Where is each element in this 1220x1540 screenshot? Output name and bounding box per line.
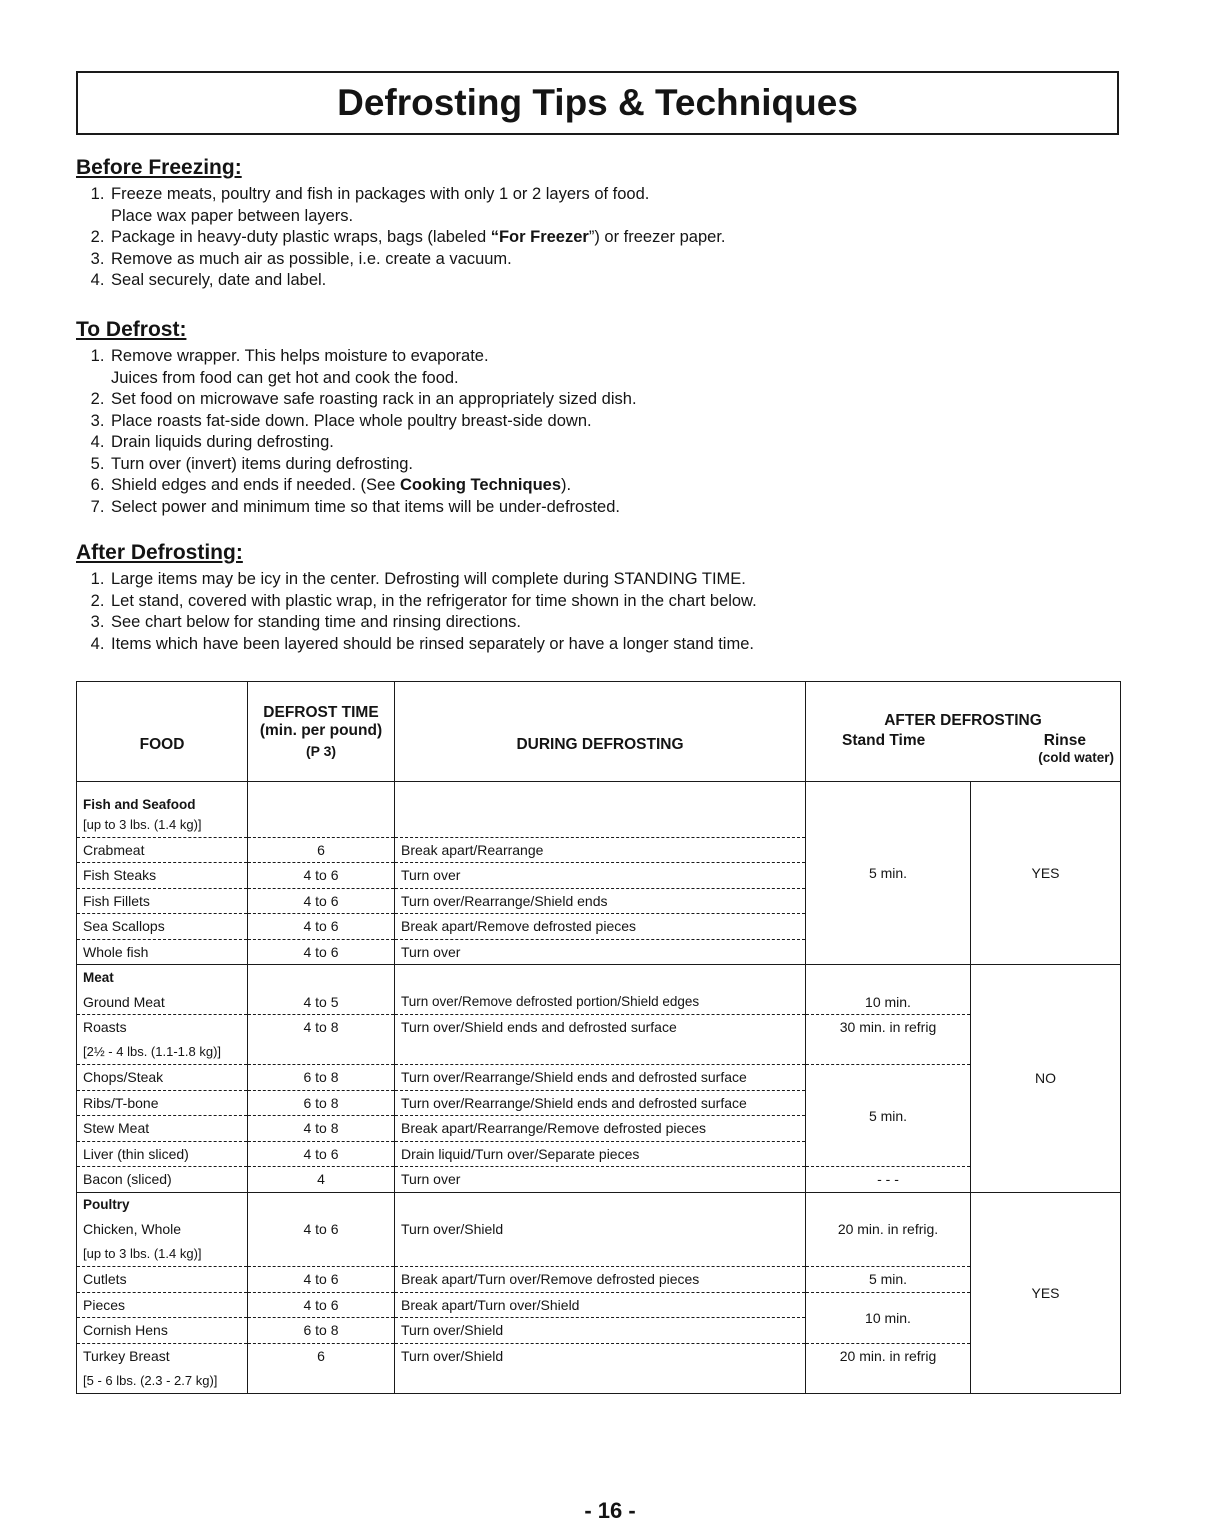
- list-item: 1. Large items may be icy in the center. Defrosting will complete during STANDING TIME.: [109, 569, 1126, 591]
- table-row: Fish and Seafood 5 min. YES: [77, 782, 1121, 813]
- col-header-during: DURING DEFROSTING: [395, 682, 806, 782]
- table-row: Sea Scallops 4 to 6 Break apart/Remove defrosted pieces: [77, 914, 1121, 940]
- list-item: 7. Select power and minimum time so that items will be under-defrosted.: [109, 497, 1126, 519]
- list-item: 4. Items which have been layered should be rinsed separately or have a longer stand time.: [109, 634, 1126, 656]
- col-header-rinse-note: (cold water): [1038, 750, 1115, 765]
- list-item: 3. See chart below for standing time and rinsing directions.: [109, 612, 1126, 634]
- table-header-row: [77, 682, 1121, 782]
- list-item: 2. Package in heavy-duty plastic wraps, bags (labeled “For Freezer”) or freezer paper.: [109, 227, 1126, 249]
- list-item: 3. Remove as much air as possible, i.e. create a vacuum.: [109, 249, 1126, 271]
- list-item: 2. Let stand, covered with plastic wrap, in the refrigerator for time shown in the chart below.: [109, 591, 1126, 613]
- meat-rinse: NO: [971, 965, 1121, 1193]
- col-header-food: FOOD: [77, 682, 248, 782]
- table-row: Ground Meat 4 to 5 Turn over/Remove defrosted portion/Shield edges 10 min.: [77, 990, 1121, 1015]
- meat-group-stand: 5 min.: [806, 1065, 971, 1167]
- after-defrosting-section: [76, 540, 1126, 655]
- list-item: 4. Seal securely, date and label.: [109, 270, 1126, 292]
- page-number: - 16 -: [584, 1498, 636, 1523]
- section-heading: To Defrost:: [76, 318, 187, 341]
- table-row: [up to 3 lbs. (1.4 kg)]: [77, 1242, 1121, 1267]
- table-row: Stew Meat 4 to 8 Break apart/Rearrange/Remove defrosted pieces: [77, 1116, 1121, 1142]
- before-freezing-list: [76, 184, 1126, 292]
- table-row: Fish Fillets 4 to 6 Turn over/Rearrange/Shield ends: [77, 888, 1121, 914]
- table-row: [2½ - 4 lbs. (1.1-1.8 kg)]: [77, 1040, 1121, 1065]
- table-row: Roasts 4 to 8 Turn over/Shield ends and defrosted surface 30 min. in refrig: [77, 1015, 1121, 1040]
- list-item: 1. Remove wrapper. This helps moisture to evaporate. Juices from food can get hot and cook the food.: [109, 346, 1126, 389]
- table-row: Bacon (sliced) 4 Turn over - - -: [77, 1167, 1121, 1193]
- list-item: 4. Drain liquids during defrosting.: [109, 432, 1126, 454]
- section-heading: After Defrosting:: [76, 541, 243, 564]
- list-item: 2. Set food on microwave safe roasting rack in an appropriately sized dish.: [109, 389, 1126, 411]
- list-item: 6. Shield edges and ends if needed. (See Cooking Techniques).: [109, 475, 1126, 497]
- col-header-stand: Stand Time: [842, 732, 926, 749]
- fish-stand-time: 5 min.: [806, 782, 971, 965]
- table-row: Chicken, Whole 4 to 6 Turn over/Shield 20 min. in refrig.: [77, 1217, 1121, 1242]
- page-title: Defrosting Tips & Techniques: [337, 82, 858, 123]
- table-row: Ribs/T-bone 6 to 8 Turn over/Rearrange/Shield ends and defrosted surface: [77, 1090, 1121, 1116]
- col-header-rinse: Rinse: [1043, 732, 1087, 749]
- table-row: Cornish Hens 6 to 8 Turn over/Shield: [77, 1318, 1121, 1344]
- list-item: 5. Turn over (invert) items during defrosting.: [109, 454, 1126, 476]
- table-row: Pieces 4 to 6 Break apart/Turn over/Shield 10 min.: [77, 1292, 1121, 1318]
- table-row: Liver (thin sliced) 4 to 6 Drain liquid/Turn over/Separate pieces: [77, 1141, 1121, 1167]
- table-row: Poultry YES: [77, 1192, 1121, 1217]
- table-row: Whole fish 4 to 6 Turn over: [77, 939, 1121, 965]
- to-defrost-section: [76, 317, 1126, 518]
- poultry-group-stand: 10 min.: [806, 1292, 971, 1343]
- title-box: [76, 71, 1119, 135]
- table-row: Chops/Steak 6 to 8 Turn over/Rearrange/Shield ends and defrosted surface 5 min.: [77, 1065, 1121, 1091]
- table-row: Fish Steaks 4 to 6 Turn over: [77, 863, 1121, 889]
- defrost-chart-table: [76, 681, 1121, 1394]
- section-heading: Before Freezing:: [76, 156, 242, 179]
- poultry-rinse: YES: [971, 1192, 1121, 1393]
- list-item: 3. Place roasts fat-side down. Place whole poultry breast-side down.: [109, 411, 1126, 433]
- to-defrost-list: [76, 346, 1126, 518]
- table-row: Meat NO: [77, 965, 1121, 990]
- table-row: [5 - 6 lbs. (2.3 - 2.7 kg)]: [77, 1368, 1121, 1393]
- col-header-defrost-time: DEFROST TIME (min. per pound) (P 3): [248, 682, 395, 782]
- before-freezing-section: [76, 155, 1126, 292]
- after-defrosting-list: [76, 569, 1126, 655]
- col-header-after: AFTER DEFROSTING Stand Time Rinse (cold water): [806, 682, 1121, 782]
- table-row: [up to 3 lbs. (1.4 kg)]: [77, 812, 1121, 837]
- table-row: Cutlets 4 to 6 Break apart/Turn over/Remove defrosted pieces 5 min.: [77, 1267, 1121, 1293]
- fish-rinse: YES: [971, 782, 1121, 965]
- table-row: Turkey Breast 6 Turn over/Shield 20 min. in refrig: [77, 1343, 1121, 1368]
- list-item: 1. Freeze meats, poultry and fish in packages with only 1 or 2 layers of food. Place wax paper between layers.: [109, 184, 1126, 227]
- table-row: Crabmeat 6 Break apart/Rearrange: [77, 837, 1121, 863]
